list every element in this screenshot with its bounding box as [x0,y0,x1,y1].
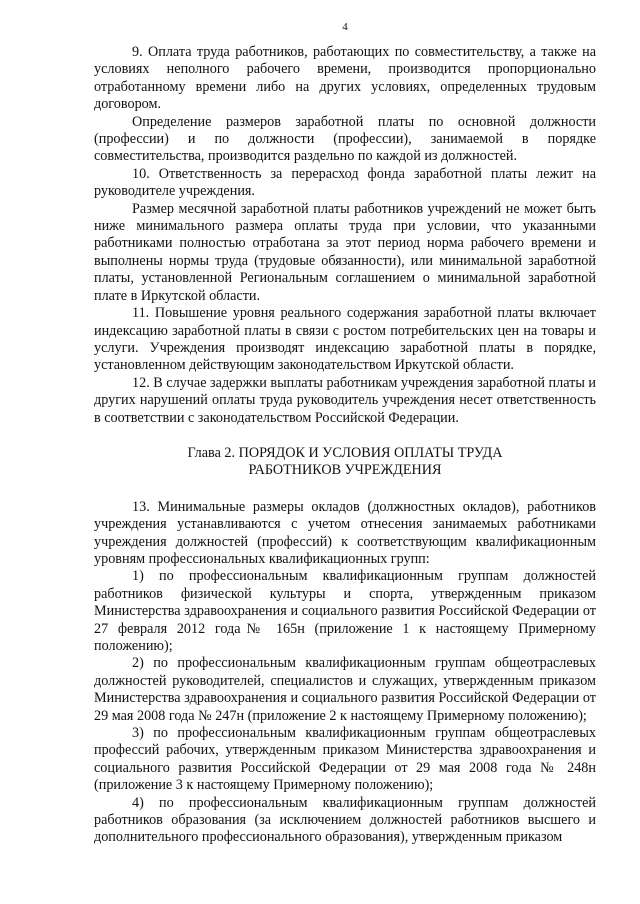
paragraph-9: 9. Оплата труда работников, работающих по совместительству, а также на условиях неполного рабочего времени, производится пропорционально отработанному времени либо на других условиях, определенных трудовым договором. [94,44,596,113]
paragraph-minimum-wage: Размер месячной заработной платы работников учреждений не может быть ниже минимального размера оплаты труда при условии, что указанными работниками полностью отработана за этот период норма рабочего времени и выполнены нормы труда (трудовые обязанности), или минимальной заработной платы, установленной Региональным соглашением о минимальной заработной плате в Иркутской области. [94,200,596,304]
chapter-heading-line-2: РАБОТНИКОВ УЧРЕЖДЕНИЯ [248,462,442,479]
list-item-4: 4) по профессиональным квалификационным группам должностей работников образования (за исключением должностей работников высшего и дополнительного профессионального образования), утвержденным приказом [94,794,596,846]
page-number: 4 [342,21,348,33]
paragraph-12: 12. В случае задержки выплаты работникам учреждения заработной платы и других нарушений оплаты труда руководитель учреждения несет ответственность в соответствии с законодательством Российской Федерации. [94,374,597,426]
list-item-2: 2) по профессиональным квалификационным группам общеотраслевых должностей руководителей, специалистов и служащих, утвержденным приказом Министерства здравоохранения и социального развития Российской Федерации от 29 мая 2008 года № 247н (приложение 2 к настоящему Примерному положению); [94,655,596,724]
list-item-3: 3) по профессиональным квалификационным группам общеотраслевых профессий рабочих, утвержденным приказом Министерства здравоохранения и социального развития Российской Федерации от 29 мая 2008 года № 248н (приложение 3 к настоящему Примерному положению); [94,725,596,794]
paragraph-11: 11. Повышение уровня реального содержания заработной платы включает индексацию заработной платы в связи с ростом потребительских цен на товары и услуги. Учреждения производят индексацию заработной платы в порядке, установленном действующим законодательством Иркутской области. [94,305,596,374]
chapter-heading-line-1: Глава 2. ПОРЯДОК И УСЛОВИЯ ОПЛАТЫ ТРУДА [187,444,503,461]
chapter-heading [94,445,596,480]
paragraph-13: 13. Минимальные размеры окладов (должностных окладов), работников учреждения устанавливаются с учетом отнесения занимаемых работниками учреждения должностей (профессий) к соответствующим квалификационным уровням профессиональных квалификационных групп: [94,498,596,567]
paragraph-10: 10. Ответственность за перерасход фонда заработной платы лежит на руководителе учреждения. [94,165,596,200]
paragraph-salary-determination: Определение размеров заработной платы по основной должности (профессии) и по должности (профессии), занимаемой в порядке совместительства, производится раздельно по каждой из должностей. [94,113,596,165]
list-item-1: 1) по профессиональным квалификационным группам должностей работников физической культуры и спорта, утвержденным приказом Министерства здравоохранения и социального развития Российской Федерации от 27 февраля 2012 года№ 165н (приложение 1 к настоящему Примерному положению); [94,568,596,654]
